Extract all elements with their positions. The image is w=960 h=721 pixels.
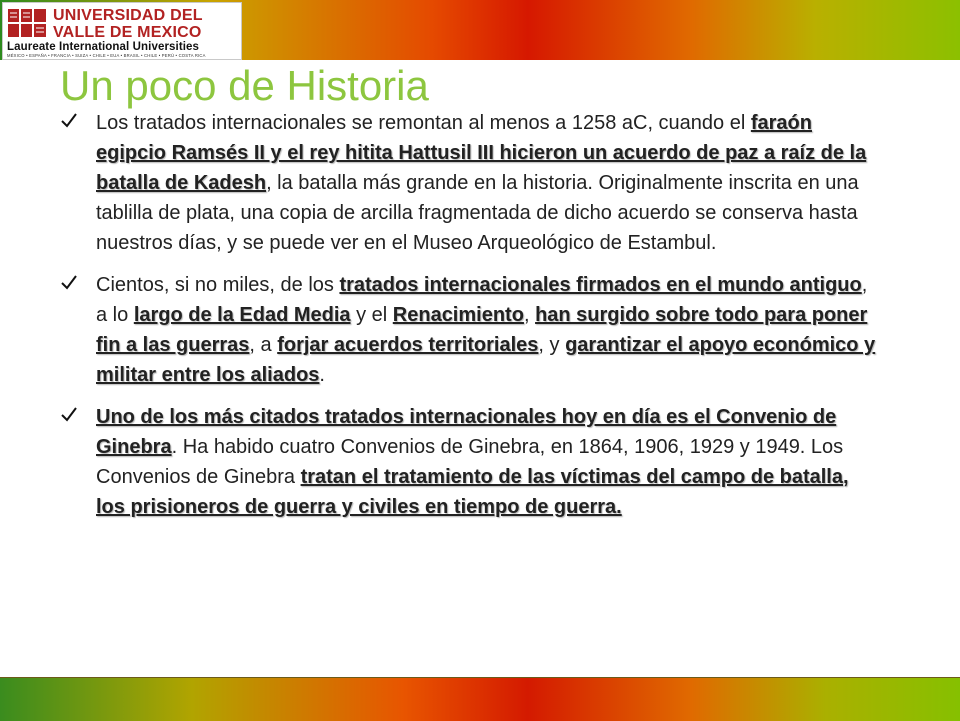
- bullet-text: , a lo: [96, 274, 868, 326]
- bullet-text: , y: [538, 334, 566, 356]
- bullet-text: Cientos, si no miles, de los: [96, 274, 340, 296]
- logo-name-line2: VALLE DE MEXICO: [53, 24, 202, 41]
- bullet-emphasis: forjar acuerdos territoriales: [277, 334, 539, 356]
- logo-name-line1: UNIVERSIDAD DEL: [53, 7, 203, 24]
- bullet-item: [60, 270, 880, 390]
- university-logo: [2, 2, 242, 60]
- bullet-text: y el: [350, 304, 393, 326]
- university-crest-icon: [7, 8, 47, 38]
- bullet-text: , a: [249, 334, 278, 356]
- bullet-text: ,: [523, 304, 536, 326]
- bullet-emphasis: Uno de los más citados tratados internacionales hoy en día es el Convenio de Ginebra: [96, 406, 837, 458]
- bullet-text: Los tratados internacionales se remontan al menos a 1258 aC, cuando el: [96, 112, 751, 134]
- bullet-emphasis: largo de la Edad Media: [133, 304, 351, 326]
- bullet-emphasis: tratados internacionales firmados en el mundo antiguo: [339, 274, 862, 296]
- footer-gradient-band: [0, 677, 960, 721]
- checkmark-icon: [60, 406, 78, 424]
- bullet-text: , la batalla más grande en la historia. Originalmente inscrita en una tablilla de plata, una copia de arcilla fragmentada de dicho acuerdo se conserva hasta nuestros días, y se puede ver en el Museo Arqueológico de Estambul.: [96, 172, 859, 254]
- bullet-emphasis: Renacimiento: [392, 304, 524, 326]
- bullet-list: [60, 108, 880, 534]
- bullet-item: [60, 108, 880, 258]
- bullet-item: [60, 402, 880, 522]
- logo-countries: MÉXICO • ESPAÑA • FRANCIA • SUIZA • CHILE • EUA • BRASIL • CHILE • PERÚ • COSTA RICA: [7, 53, 206, 58]
- bullet-text: . Ha habido cuatro Convenios de Ginebra, en 1864, 1906, 1929 y 1949. Los Convenios de Ginebra: [96, 436, 844, 488]
- bullet-emphasis: tratan el tratamiento de las víctimas del campo de batalla, los prisioneros de guerra y civiles en tiempo de guerra.: [96, 466, 849, 518]
- bullet-emphasis: faraón egipcio Ramsés II y el rey hitita Hattusil III hicieron un acuerdo de paz a raíz de la batalla de Kadesh: [96, 112, 867, 194]
- bullet-emphasis: han surgido sobre todo para poner fin a las guerras: [96, 304, 868, 356]
- logo-network: Laureate International Universities: [7, 41, 200, 53]
- checkmark-icon: [60, 112, 78, 130]
- bullet-emphasis: garantizar el apoyo económico y militar entre los aliados: [96, 334, 876, 386]
- bullet-text: .: [319, 364, 325, 386]
- slide-title: Un poco de Historia: [60, 62, 429, 109]
- checkmark-icon: [60, 274, 78, 292]
